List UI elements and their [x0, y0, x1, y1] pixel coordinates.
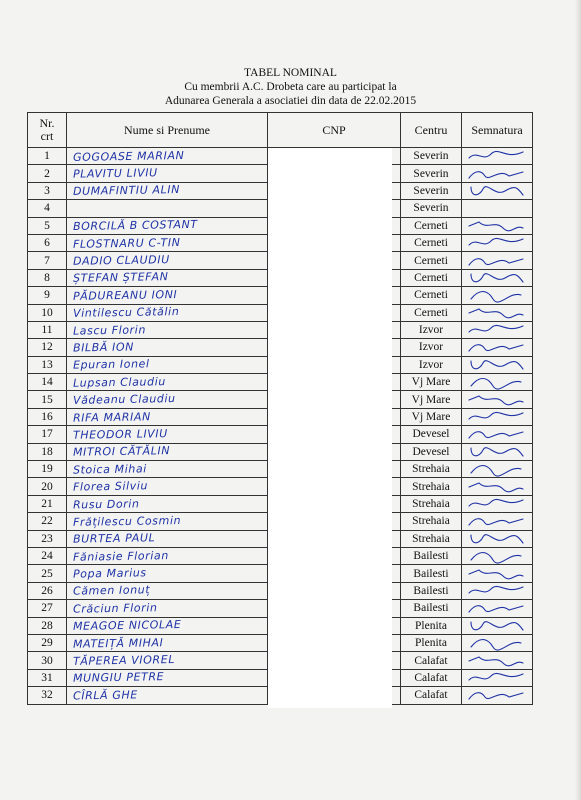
document-meeting-line: Adunarea Generala a asociatiei din data de 22.02.2015: [164, 95, 417, 107]
member-name-cell: [67, 356, 268, 373]
member-name: Frățilescu Cosmin: [72, 513, 182, 529]
member-name-cell: [67, 287, 268, 304]
member-name: Vintilescu Cătălin: [72, 305, 180, 321]
signature-mark: [465, 548, 529, 564]
member-name-cell: [67, 165, 268, 182]
signature-mark: [465, 218, 529, 234]
member-name-cell: [67, 408, 268, 425]
row-number: 6: [28, 234, 67, 251]
document-subtitle: Cu membrii A.C. Drobeta care au participat la: [184, 81, 397, 93]
centru-cell: Cerneti: [401, 252, 462, 269]
centru-cell: Severin: [401, 200, 462, 217]
signature-mark: [465, 270, 529, 286]
member-name-cell: [67, 617, 268, 634]
signature-mark: [465, 531, 529, 547]
member-name: MATEIȚĂ MIHAI: [72, 635, 164, 651]
centru-cell: Strehaia: [401, 530, 462, 547]
member-name-cell: [67, 547, 268, 564]
signature-cell: [462, 408, 533, 425]
centru-cell: Cerneti: [401, 287, 462, 304]
centru-cell: Devesel: [401, 426, 462, 443]
member-name-cell: [67, 582, 268, 599]
member-name: Cămen Ionuț: [72, 583, 151, 599]
row-number: 32: [28, 687, 67, 704]
member-name: BORCILĂ B COSTANT: [72, 218, 198, 234]
member-name: Crăciun Florin: [72, 601, 158, 616]
column-header-centru: Centru: [401, 113, 462, 148]
row-number: 4: [28, 200, 67, 217]
row-number: 26: [28, 582, 67, 599]
row-number: 18: [28, 443, 67, 460]
member-name-cell: [67, 321, 268, 338]
signature-cell: [462, 287, 533, 304]
document-title: TABEL NOMINAL: [244, 67, 337, 79]
row-number: 22: [28, 513, 67, 530]
row-number: 1: [28, 148, 67, 165]
row-number: 15: [28, 391, 67, 408]
signature-cell: [462, 304, 533, 321]
member-name-cell: [67, 252, 268, 269]
signature-cell: [462, 495, 533, 512]
centru-cell: Cerneti: [401, 234, 462, 251]
member-name-cell: [67, 269, 268, 286]
member-name-cell: [67, 565, 268, 582]
member-name: BURTEA PAUL: [72, 531, 156, 546]
member-name-cell: [67, 443, 268, 460]
centru-cell: Severin: [401, 148, 462, 165]
crt-label: crt: [40, 129, 54, 143]
column-header-semnatura: Semnatura: [462, 113, 533, 148]
centru-cell: Vj Mare: [401, 391, 462, 408]
member-name: Epuran Ionel: [72, 357, 150, 372]
member-name: Făniasie Florian: [72, 548, 170, 564]
member-name: Rusu Dorin: [72, 496, 140, 512]
row-number: 31: [28, 669, 67, 686]
centru-cell: Calafat: [401, 687, 462, 704]
signature-cell: [462, 200, 533, 217]
row-number: 21: [28, 495, 67, 512]
member-name-cell: [67, 478, 268, 495]
member-name: MEAGOE NICOLAE: [72, 618, 182, 634]
signature-mark: [465, 618, 529, 634]
member-name-cell: [67, 461, 268, 478]
signature-cell: [462, 687, 533, 704]
column-header-nr: [28, 113, 67, 148]
signature-mark: [465, 426, 529, 442]
row-number: 11: [28, 321, 67, 338]
signature-cell: [462, 217, 533, 234]
row-number: 13: [28, 356, 67, 373]
signature-cell: [462, 234, 533, 251]
row-number: 12: [28, 339, 67, 356]
column-header-cnp: CNP: [268, 113, 401, 148]
signature-cell: [462, 356, 533, 373]
signature-mark: [465, 253, 529, 269]
signature-mark: [465, 635, 529, 651]
signature-mark: [465, 566, 529, 582]
row-number: 29: [28, 634, 67, 651]
row-number: 17: [28, 426, 67, 443]
signature-cell: [462, 513, 533, 530]
member-name: ȘTEFAN ȘTEFAN: [72, 270, 169, 286]
member-name: FLOSTNARU C-TIN: [72, 235, 181, 251]
signature-mark: [465, 479, 529, 495]
member-name-cell: [67, 391, 268, 408]
member-name-cell: [67, 234, 268, 251]
signature-mark: [465, 339, 529, 355]
member-name: PĂDUREANU IONI: [72, 287, 178, 303]
signature-mark: [465, 287, 529, 303]
signature-cell: [462, 269, 533, 286]
member-name: Lupsan Claudiu: [72, 374, 166, 390]
signature-cell: [462, 165, 533, 182]
signature-mark: [465, 653, 529, 669]
member-name-cell: [67, 426, 268, 443]
member-name-cell: [67, 339, 268, 356]
member-name-cell: [67, 652, 268, 669]
signature-cell: [462, 461, 533, 478]
centru-cell: Strehaia: [401, 495, 462, 512]
member-name: DUMAFINTIU ALIN: [72, 183, 181, 199]
centru-cell: Plenita: [401, 617, 462, 634]
member-name: Vădeanu Claudiu: [72, 392, 176, 407]
centru-cell: Bailesti: [401, 565, 462, 582]
signature-mark: [465, 687, 529, 703]
signature-cell: [462, 339, 533, 356]
member-name: THEODOR LIVIU: [72, 427, 168, 442]
centru-cell: Strehaia: [401, 478, 462, 495]
member-name-cell: [67, 304, 268, 321]
row-number: 5: [28, 217, 67, 234]
row-number: 23: [28, 530, 67, 547]
signature-cell: [462, 443, 533, 460]
centru-cell: Devesel: [401, 443, 462, 460]
signature-cell: [462, 426, 533, 443]
member-name: Lascu Florin: [72, 322, 147, 338]
signature-mark: [465, 600, 529, 616]
signature-mark: [465, 374, 529, 390]
column-header-name: Nume si Prenume: [67, 113, 268, 148]
member-name-cell: [67, 217, 268, 234]
centru-cell: Bailesti: [401, 547, 462, 564]
centru-cell: Calafat: [401, 669, 462, 686]
member-name-cell: [67, 600, 268, 617]
centru-cell: Strehaia: [401, 513, 462, 530]
centru-cell: Izvor: [401, 356, 462, 373]
row-number: 14: [28, 374, 67, 391]
signature-mark: [465, 392, 529, 408]
row-number: 24: [28, 547, 67, 564]
row-number: 19: [28, 461, 67, 478]
row-number: 28: [28, 617, 67, 634]
signature-cell: [462, 634, 533, 651]
member-name: RIFA MARIAN: [72, 409, 151, 425]
member-name: MITROI CĂTĂLIN: [72, 444, 171, 460]
row-number: 8: [28, 269, 67, 286]
member-name: Florea Silviu: [72, 479, 149, 494]
signature-cell: [462, 391, 533, 408]
member-name-cell: [67, 669, 268, 686]
signature-mark: [465, 461, 529, 477]
centru-cell: Severin: [401, 182, 462, 199]
member-name: CÎRLĂ GHE: [72, 688, 138, 703]
signature-mark: [465, 166, 529, 182]
signature-cell: [462, 600, 533, 617]
centru-cell: Cerneti: [401, 269, 462, 286]
member-name-cell: [67, 687, 268, 704]
member-name-cell: [67, 148, 268, 165]
centru-cell: Vj Mare: [401, 374, 462, 391]
signature-cell: [462, 547, 533, 564]
signature-cell: [462, 252, 533, 269]
signature-cell: [462, 321, 533, 338]
member-name: Popa Marius: [72, 566, 147, 581]
row-number: 3: [28, 182, 67, 199]
signature-cell: [462, 148, 533, 165]
signature-mark: [465, 583, 529, 599]
nr-label: Nr.: [39, 116, 55, 130]
centru-cell: Cerneti: [401, 304, 462, 321]
member-name-cell: [67, 200, 268, 217]
member-name: PLAVITU LIVIU: [72, 166, 158, 181]
signature-mark: [465, 513, 529, 529]
signature-cell: [462, 182, 533, 199]
row-number: 25: [28, 565, 67, 582]
centru-cell: Severin: [401, 165, 462, 182]
signature-mark: [465, 444, 529, 460]
row-number: 2: [28, 165, 67, 182]
centru-cell: Cerneti: [401, 217, 462, 234]
member-name-cell: [67, 530, 268, 547]
signature-cell: [462, 530, 533, 547]
document-header: [0, 66, 581, 108]
member-name: BILBĂ ION: [72, 340, 135, 355]
signature-cell: [462, 617, 533, 634]
signature-mark: [465, 496, 529, 512]
row-number: 10: [28, 304, 67, 321]
member-name-cell: [67, 495, 268, 512]
signature-cell: [462, 565, 533, 582]
signature-cell: [462, 669, 533, 686]
member-name-cell: [67, 182, 268, 199]
centru-cell: Bailesti: [401, 582, 462, 599]
scan-edge: [575, 0, 581, 800]
table-header-row: [28, 113, 533, 148]
centru-cell: Strehaia: [401, 461, 462, 478]
cnp-redaction: [268, 148, 392, 708]
signature-mark: [465, 357, 529, 373]
centru-cell: Izvor: [401, 339, 462, 356]
signature-mark: [465, 322, 529, 338]
centru-cell: Bailesti: [401, 600, 462, 617]
row-number: 7: [28, 252, 67, 269]
member-name-cell: [67, 374, 268, 391]
row-number: 20: [28, 478, 67, 495]
signature-mark: [465, 235, 529, 251]
row-number: 9: [28, 287, 67, 304]
centru-cell: Plenita: [401, 634, 462, 651]
member-name: GOGOASE MARIAN: [72, 148, 185, 164]
member-name: Stoica Mihai: [72, 462, 147, 477]
member-name: MUNGIU PETRE: [72, 670, 165, 686]
signature-mark: [465, 409, 529, 425]
member-name-cell: [67, 634, 268, 651]
signature-mark: [465, 148, 529, 164]
centru-cell: Vj Mare: [401, 408, 462, 425]
signature-mark: [465, 670, 529, 686]
signature-cell: [462, 478, 533, 495]
signature-mark: [465, 305, 529, 321]
signature-mark: [465, 183, 529, 199]
member-name: DADIO CLAUDIU: [72, 253, 170, 268]
member-name: TĂPEREA VIOREL: [72, 653, 176, 668]
centru-cell: Izvor: [401, 321, 462, 338]
member-name-cell: [67, 513, 268, 530]
row-number: 16: [28, 408, 67, 425]
row-number: 27: [28, 600, 67, 617]
signature-cell: [462, 374, 533, 391]
signature-cell: [462, 652, 533, 669]
row-number: 30: [28, 652, 67, 669]
centru-cell: Calafat: [401, 652, 462, 669]
signature-cell: [462, 582, 533, 599]
